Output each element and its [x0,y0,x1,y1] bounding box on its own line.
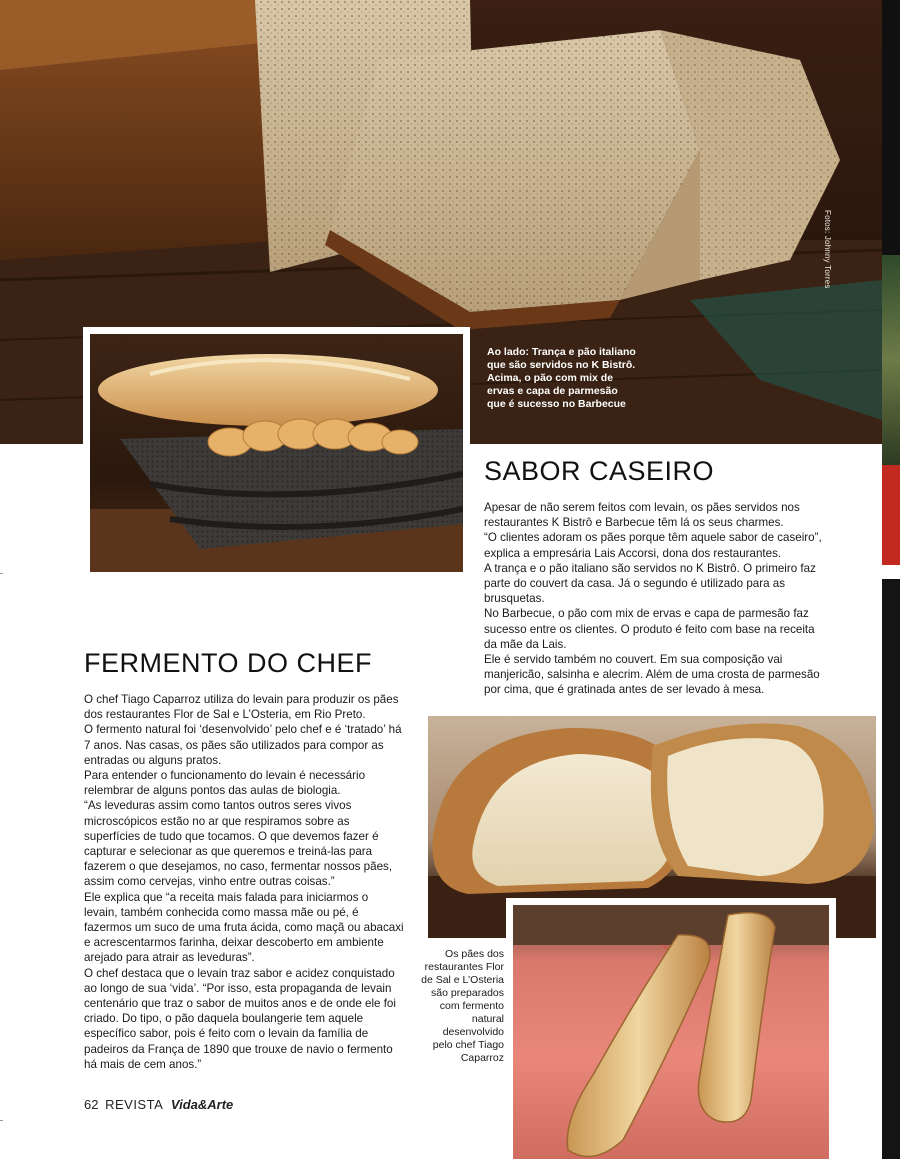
crop-mark [0,573,3,574]
sabor-caseiro-body: Apesar de não serem feitos com levain, os pães servidos nos restaurantes K Bistrô e Barbecue têm lá os seus charmes. “O clientes adoram os pães porque têm aquele sabor de caseiro”, explica a empresária Lais Accorsi, dona dos restaurantes. A trança e o pão italiano são servidos no K Bistrô. O primeiro faz parte do couvert da casa. Já o segundo é utilizado para as brusquetas. No Barbecue, o pão com mix de ervas e capa de parmesão faz sucesso entre os clientes. O produto é feito com base na receita da mãe da Lais. Ele é servido também no couvert. Em sua composição vai manjericão, salsinha e alecrim. Além de uma crosta de parmesão por cima, que é gratinada antes de ser levado à mesa. [484,501,822,697]
hero-photo-caption: Ao lado: Trança e pão italiano que são servidos no K Bistrô. Acima, o pão com mix de ervas e capa de parmesão que é sucesso no Barbecue [487,346,636,410]
magazine-name: REVISTA [105,1097,164,1112]
baguette-photo [513,905,829,1159]
two-baguettes-illustration [513,905,829,1159]
page-footer [84,1097,233,1112]
crop-mark [0,1120,3,1121]
fermento-do-chef-heading: FERMENTO DO CHEF [84,648,373,678]
fermento-do-chef-article [84,692,404,1072]
fermento-do-chef-body: O chef Tiago Caparroz utiliza do levain para produzir os pães dos restaurantes Flor de Sal e L’Osteria, em Rio Preto. O fermento natural foi ‘desenvolvido’ pelo chef e é ‘tratado’ há 7 anos. Nas casas, os pães são utilizados para compor as entradas ou alguns pratos. Para entender o funcionamento do levain é necessário relembrar de alguns pontos das aulas de biologia. “As leveduras assim como tantos outros seres vivos microscópicos estão no ar que respiramos sobre as superfícies de tudo que tocamos. O que devemos fazer é capturar e selecionar as que queremos e treiná-las para fazerem o que desejamos, no caso, fermentar nossos pães, assim como cervejas, vinho entre outras coisas.” Ele explica que “a receita mais falada para iniciarmos o levain, também conhecida como massa mãe ou pé, é fazermos um suco de uma fruta ácida, como maçã ou abacaxi e acrescentarmos farinha, deixar descoberto em ambiente arejado para atrair as leveduras”. O chef destaca que o levain traz sabor e acidez conquistado ao longo de sua ‘vida’. “Por isso, esta propaganda de levain centenário que traz o sabor de muitos anos e de onde ele foi criado. Do tipo, o pão daquela boulangerie tem aquele específico sabor, pois é feito com o levain da família de padeiros da França de 1890 que trouxe de navio o fermento há mais de cem anos.” [84,693,404,1071]
sabor-caseiro-heading: SABOR CASEIRO [484,456,715,486]
sabor-caseiro-article [484,500,824,698]
magazine-brand-logo: Vida&Arte [170,1097,234,1112]
photo-credit: Fotos: Johnny Torres [823,210,832,289]
adjacent-page-edge [882,0,900,1159]
bread-on-tray-illustration [90,334,463,572]
lower-photo-caption: Os pães dos restaurantes Flor de Sal e L’Osteria são preparados com fermento natural desenvolvido pelo chef Tiago Caparroz [421,948,504,1064]
braided-bread-photo [90,334,463,572]
page-number: 62 [84,1097,99,1112]
